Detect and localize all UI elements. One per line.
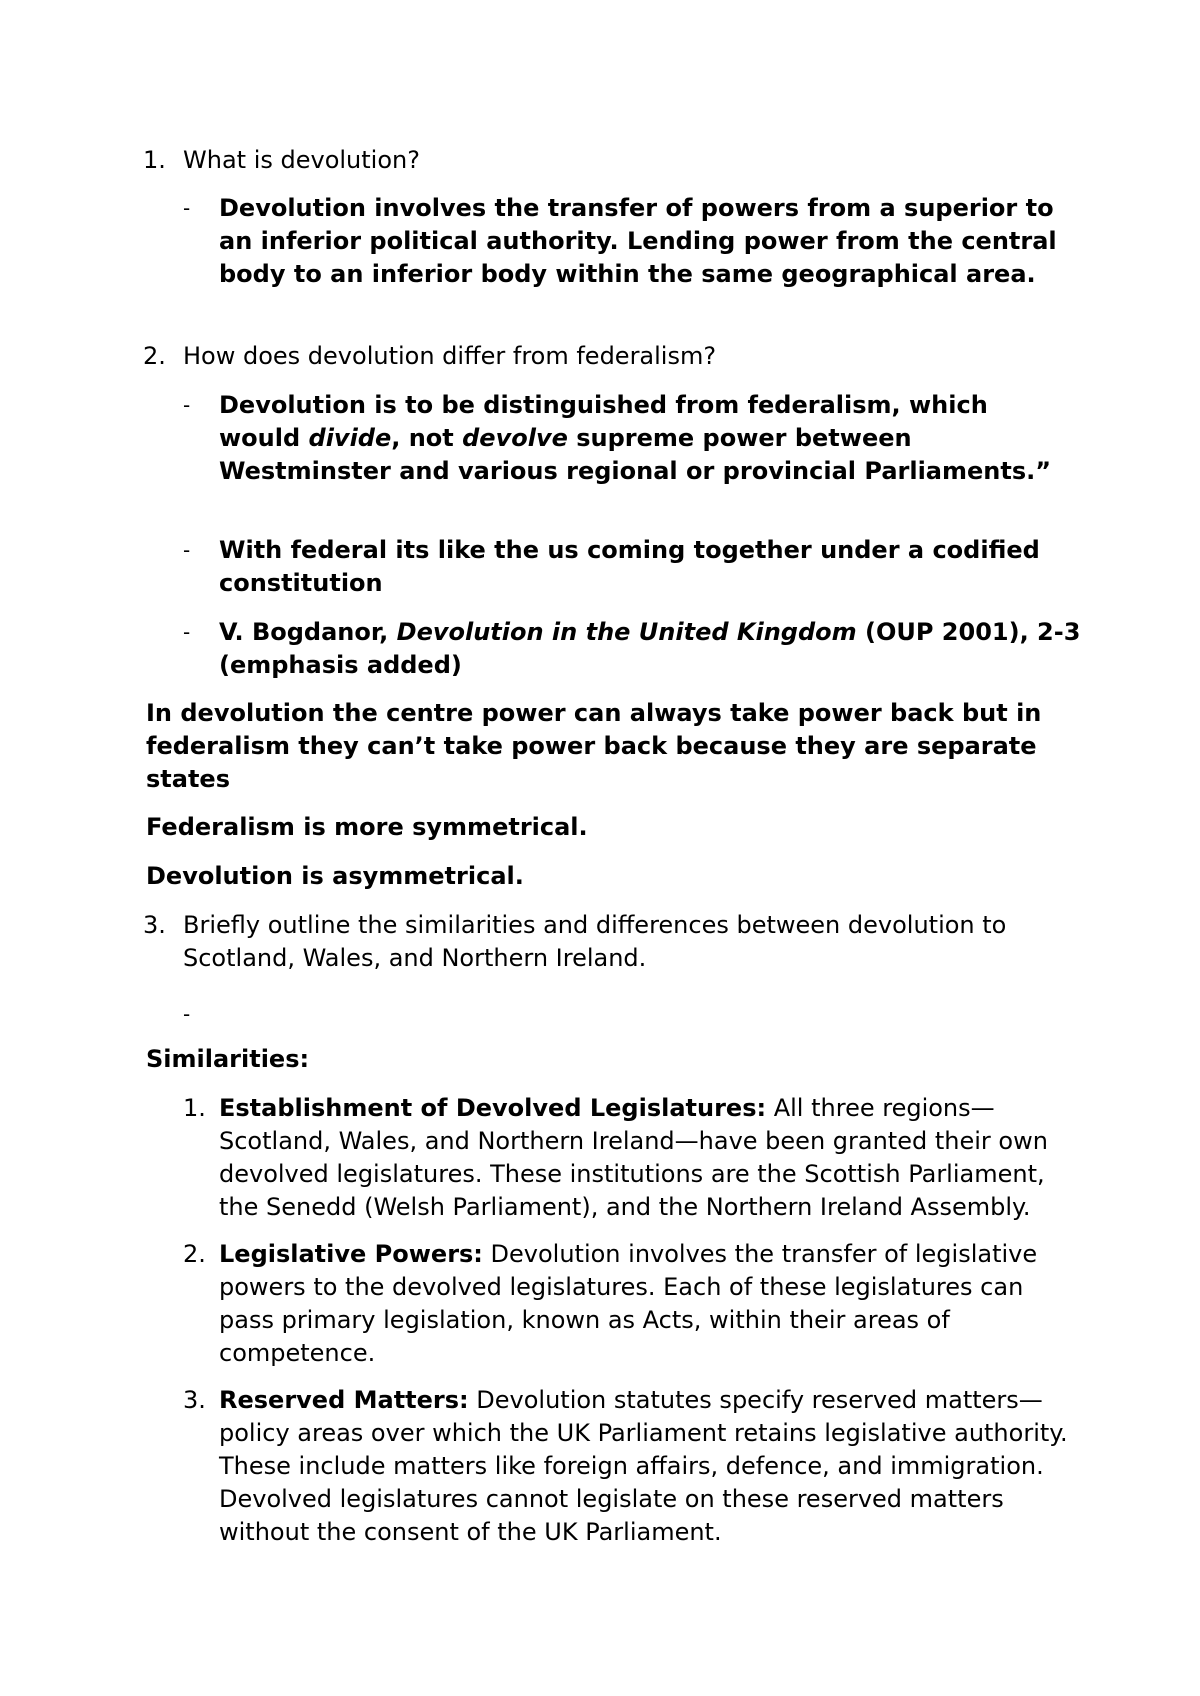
question-1-number: 1. (143, 146, 166, 174)
citation-title: Devolution in the United Kingdom (396, 618, 857, 646)
bullet-dash: - (183, 620, 191, 644)
similarity-1-label: Establishment of Devolved Legislatures: (219, 1094, 767, 1122)
similarity-1-number: 1. (183, 1094, 206, 1122)
bullet-1-part-3: supreme power between Westminster and various regional or provincial Parliaments.” (219, 424, 1052, 485)
bullet-dash: - (183, 393, 191, 417)
note-centre-power: In devolution the centre power can always take power back but in federalism they can’t take power back because they are separate states (146, 699, 1042, 793)
similarity-3-number: 3. (183, 1386, 206, 1414)
similarity-2-number: 2. (183, 1240, 206, 1268)
bullet-1-part-1: Devolution is to be distinguished from federalism, which would (219, 391, 988, 452)
question-1-answer: Devolution involves the transfer of powers from a superior to an inferior political authority. Lending power from the central body to an inferior body within the same geographical area. (219, 194, 1057, 288)
question-2-number: 2. (143, 342, 166, 370)
similarity-2-text: Devolution involves the transfer of legislative powers to the devolved legislatures. Each of these legislatures can pass primary legislation, known as Acts, within their areas of competence. (219, 1240, 1038, 1367)
question-2-bullet-1 (219, 389, 1069, 488)
note-federalism: Federalism is more symmetrical. (146, 813, 588, 841)
similarity-1-text: All three regions—Scotland, Wales, and Northern Ireland—have been granted their own devolved legislatures. These institutions are the Scottish Parliament, the Senedd (Welsh Parliament), and the Northern Ireland Assembly. (219, 1094, 1048, 1221)
similarity-3 (219, 1384, 1069, 1549)
similarities-heading: Similarities: (146, 1045, 310, 1073)
question-2-citation (219, 616, 1099, 682)
question-3-number: 3. (143, 911, 166, 939)
similarity-2-label: Legislative Powers: (219, 1240, 483, 1268)
bullet-dash: - (183, 538, 191, 562)
bullet-dash: - (183, 1002, 191, 1026)
question-2-bullet-2: With federal its like the us coming together under a codified constitution (219, 536, 1040, 597)
emphasis-divide: divide (308, 424, 392, 452)
similarity-2 (219, 1238, 1069, 1370)
question-2-text: How does devolution differ from federalism? (183, 342, 717, 370)
bullet-dash: - (183, 196, 191, 220)
note-devolution: Devolution is asymmetrical. (146, 862, 524, 890)
emphasis-devolve: devolve (462, 424, 568, 452)
question-3-text: Briefly outline the similarities and differences between devolution to Scotland, Wales, and Northern Ireland. (183, 911, 1007, 972)
citation-author: V. Bogdanor, (219, 618, 397, 646)
question-1-text: What is devolution? (183, 146, 420, 174)
citation-rest: (OUP 2001), 2-3 (emphasis added) (219, 618, 1081, 679)
similarity-3-text: Devolution statutes specify reserved matters—policy areas over which the UK Parliament retains legislative authority. These include matters like foreign affairs, defence, and immigration. Devolved legislatures cannot legislate on these reserved matters without the consent of the UK Parliament. (219, 1386, 1068, 1546)
bullet-1-part-2: , not (391, 424, 463, 452)
similarity-1 (219, 1092, 1069, 1224)
similarity-3-label: Reserved Matters: (219, 1386, 469, 1414)
